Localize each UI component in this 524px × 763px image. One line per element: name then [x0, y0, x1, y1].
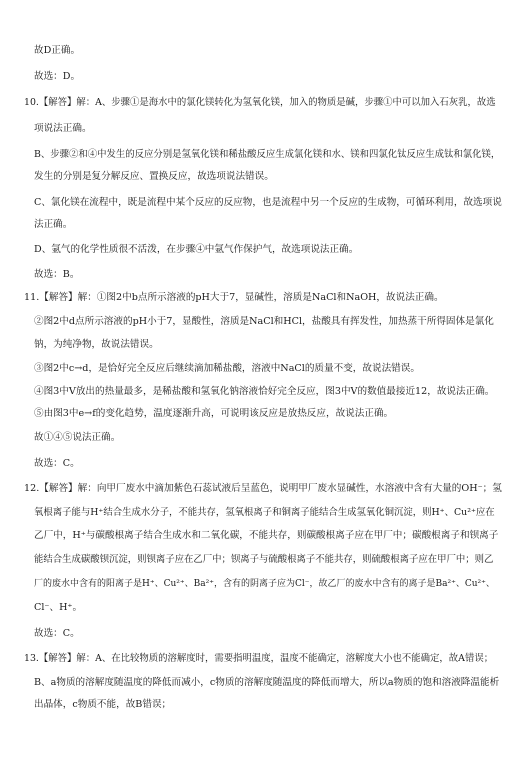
text-line: B、步骤②和④中发生的反应分别是氢氧化镁和稀盐酸反应生成氯化镁和水、镁和四氯化钛反应生成钛和氯化镁，: [34, 149, 501, 160]
text-line: ④图3中V放出的热量最多，是稀盐酸和氢氧化钠溶液恰好完全反应，图3中V的数值最接近12，故说法正确。: [34, 386, 495, 397]
text-line: 能结合生成碳酸钡沉淀，则钡离子应在乙厂中；钡离子与硫酸根离子不能共存，则硫酸根离子应在甲厂中；则乙: [34, 554, 494, 565]
text-line: 故D正确。: [34, 45, 81, 56]
text-line: C、氯化镁在流程中，既是流程中某个反应的反应物，也是流程中另一个反应的生成物，可循环利用，故选项说: [34, 197, 502, 208]
text-line: 法正确。: [34, 219, 73, 230]
text-line: 厂的废水中含有的阳离子是H⁺、Cu²⁺、Ba²⁺，含有的阴离子应为Cl⁻，故乙厂的废水中含有的离子是Ba²⁺、Cu²⁺、: [34, 579, 495, 589]
text-line: ⑤由图3中e→f的变化趋势，温度逐渐升高，可说明该反应是放热反应，故说法正确。: [34, 408, 394, 419]
text-line: 氧根离子能与H⁺结合生成水分子，不能共存，氢氧根离子和铜离子能结合生成氢氧化铜沉淀，则H⁺、Cu²⁺应在: [34, 507, 495, 518]
text-line: ③图2中c→d，是恰好完全反应后继续滴加稀盐酸，溶液中NaCl的质量不变，故说法错误。: [34, 363, 420, 374]
text-line: 钠，为纯净物，故说法错误。: [34, 339, 159, 350]
text-line: 故选：C。: [34, 628, 80, 639]
text-line: 故①④⑤说法正确。: [34, 432, 121, 443]
question-12-header: 12.【解答】解：向甲厂废水中滴加紫色石蕊试液后呈蓝色，说明甲厂废水显碱性，水溶液中含有大量的OH⁻；氢: [24, 483, 502, 494]
text-line: 乙厂中，H⁺与碳酸根离子结合生成水和二氧化碳，不能共存，则碳酸根离子应在甲厂中；碳酸根离子和钡离子: [34, 530, 499, 541]
text-line: D、氩气的化学性质很不活泼，在步骤④中氩气作保护气，故选项说法正确。: [34, 244, 359, 255]
text-line: 出晶体，c物质不能，故B错误；: [34, 699, 172, 710]
text-line: 故选：C。: [34, 458, 80, 469]
question-11-header: 11.【解答】解：①图2中b点所示溶液的pH大于7，显碱性，溶质是NaCl和NaOH，故说法正确。: [24, 292, 444, 303]
text-line: ②图2中d点所示溶液的pH小于7，显酸性，溶质是NaCl和HCl，盐酸具有挥发性，加热蒸干所得固体是氯化: [34, 316, 494, 327]
text-line: 项说法正确。: [34, 123, 92, 134]
text-line: 发生的分别是复分解反应、置换反应，故选项说法错误。: [34, 171, 274, 182]
question-10-header: 10.【解答】解：A、步骤①是海水中的氯化镁转化为氢氧化镁，加入的物质是碱，步骤①中可以加入石灰乳，故选: [24, 97, 496, 108]
text-line: 故选：D。: [34, 71, 81, 82]
text-line: Cl⁻、H⁺。: [34, 602, 83, 613]
text-line: 故选：B。: [34, 269, 80, 280]
text-line: B、a物质的溶解度随温度的降低而减小，c物质的溶解度随温度的降低而增大，所以a物质的饱和溶液降温能析: [34, 677, 500, 688]
question-13-header: 13.【解答】解：A、在比较物质的溶解度时，需要指明温度，温度不能确定，溶解度大小也不能确定，故A错误；: [24, 653, 494, 664]
